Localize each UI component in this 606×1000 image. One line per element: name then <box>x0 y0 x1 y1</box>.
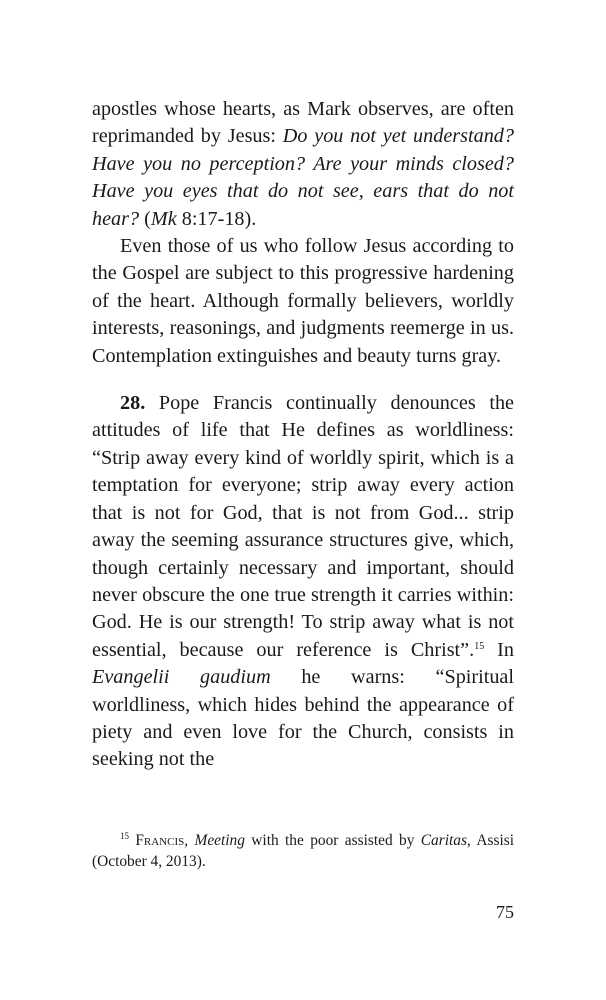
section-number: 28. <box>120 392 146 415</box>
footnote-15: $^{15}$ Francis, Meeting with the poor assisted by Caritas, Assisi (October 4, 2013). <box>92 831 514 870</box>
footnotes <box>92 830 514 872</box>
paragraph-1 <box>92 96 514 233</box>
paragraph-3-text-c: he warns: “Spiritual worldliness, which hides behind the appearance of piety and even love for the Church, consists in seeking not the <box>92 666 514 771</box>
paragraph-1-text-a: apostles whose hearts, as Mark observes, are often reprimanded by Jesus: <box>92 98 514 148</box>
paragraph-2-text: Even those of us who follow Jesus according to the Gospel are subject to this progressive hardening of the heart. Although formally believers, worldly interests, reasonings, and judgments reemerge in us. Contemplation extinguishes and beauty turns gray. <box>92 235 514 367</box>
page-number: 75 <box>496 902 514 922</box>
body-text <box>92 96 514 774</box>
paragraph-3 <box>92 390 514 774</box>
footnote-title: Meeting <box>194 832 245 849</box>
paragraph-1-text-b: ( <box>139 207 151 230</box>
paragraph-3-text-b: In <box>484 638 514 661</box>
scripture-book: Mk <box>150 207 177 230</box>
scripture-quote: Do you not yet understand? Have you no perception? Are your minds closed? Have you eyes that do not see, ears that do not hear? <box>92 125 514 230</box>
scripture-verse: 8:17-18). <box>176 207 257 230</box>
footnote-end: , Assisi (October 4, 2013). <box>92 832 514 870</box>
page-body <box>92 96 514 774</box>
footnote-org: Caritas <box>420 832 467 849</box>
footnote-reference[interactable]: 15 <box>474 640 485 652</box>
footnote-mark: 15 <box>120 831 129 841</box>
document-title: Evangelii gaudium <box>92 666 271 689</box>
footnote-author: Francis <box>135 832 185 849</box>
footnote-middle: with the poor assisted by <box>244 832 421 849</box>
paragraph-2 <box>92 233 514 370</box>
paragraph-3-text-a: Pope Francis continually denounces the attitudes of life that He defines as worldliness: “Strip away every kind of worldly spirit, which is a temptation for everyone; strip away every action that is not for God, that is not from God... strip away the seeming assurance structures give, which, though certainly necessary and important, should never obscure the one true strength it carries within: God. He is our strength! To strip away what is not essential, because our reference is Christ”. <box>92 392 514 661</box>
